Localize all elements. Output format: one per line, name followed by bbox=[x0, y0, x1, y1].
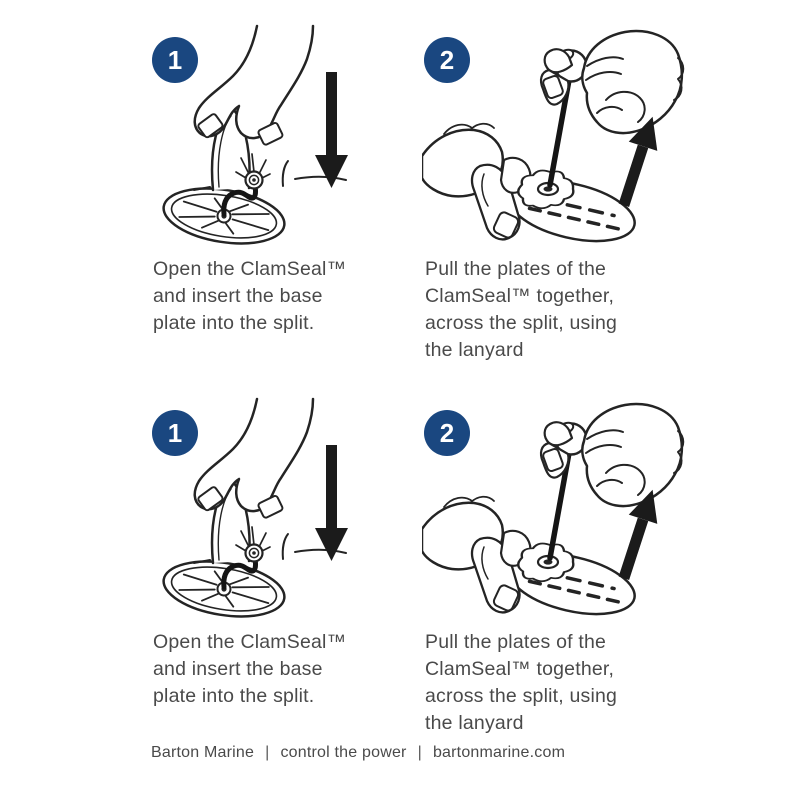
footer-separator: | bbox=[265, 744, 270, 761]
footer-website: bartonmarine.com bbox=[432, 744, 566, 761]
footer-tagline: control the power bbox=[280, 744, 407, 761]
step1-caption bbox=[150, 256, 422, 337]
caption-line: the lanyard bbox=[425, 712, 524, 734]
step-number-badge: 2 bbox=[424, 37, 470, 83]
caption-line: ClamSeal™ together, bbox=[425, 658, 615, 680]
step-panel-2 bbox=[422, 18, 692, 364]
caption-line: across the split, using bbox=[425, 312, 618, 334]
caption-line: Pull the plates of the bbox=[425, 631, 607, 653]
caption-line: across the split, using bbox=[425, 685, 618, 707]
caption-line: plate into the split. bbox=[153, 312, 315, 334]
step-number-badge: 1 bbox=[152, 410, 198, 456]
caption-line: Open the ClamSeal™ bbox=[153, 631, 347, 653]
step-number-badge: 1 bbox=[152, 37, 198, 83]
footer bbox=[151, 744, 565, 762]
caption-line: ClamSeal™ together, bbox=[425, 285, 615, 307]
step-panel-2 bbox=[422, 391, 692, 737]
step2-artwork bbox=[422, 18, 692, 255]
step-panel-1 bbox=[150, 391, 422, 737]
caption-line: and insert the base bbox=[153, 658, 323, 680]
step2-caption bbox=[422, 629, 692, 737]
step1-caption bbox=[150, 629, 422, 710]
footer-separator: | bbox=[417, 744, 422, 761]
step1-artwork bbox=[150, 391, 422, 628]
footer-brand: Barton Marine bbox=[151, 744, 255, 761]
step-panel-1 bbox=[150, 18, 422, 364]
step1-artwork bbox=[150, 18, 422, 255]
caption-line: plate into the split. bbox=[153, 685, 315, 707]
instruction-row-2 bbox=[150, 391, 692, 737]
step-number-badge: 2 bbox=[424, 410, 470, 456]
caption-line: Pull the plates of the bbox=[425, 258, 607, 280]
step2-artwork bbox=[422, 391, 692, 628]
caption-line: the lanyard bbox=[425, 339, 524, 361]
caption-line: Open the ClamSeal™ bbox=[153, 258, 347, 280]
step2-caption bbox=[422, 256, 692, 364]
instruction-row-1 bbox=[150, 18, 692, 364]
caption-line: and insert the base bbox=[153, 285, 323, 307]
